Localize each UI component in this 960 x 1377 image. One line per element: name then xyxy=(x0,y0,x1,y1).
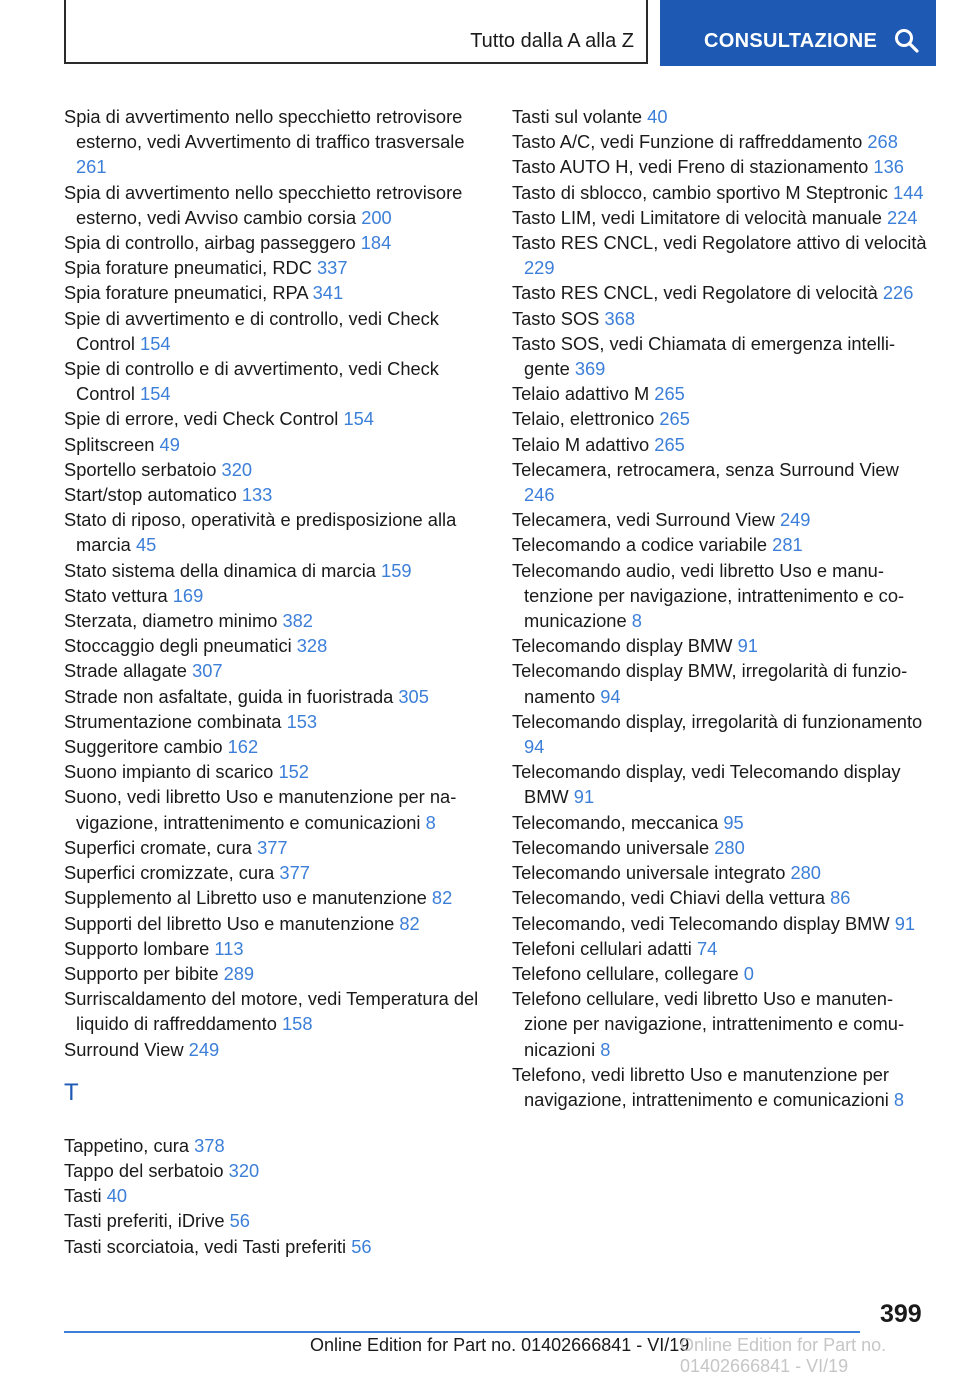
entry-text: Tasto di sblocco, cambio sportivo M Steptronic xyxy=(512,181,888,203)
page-reference-link[interactable]: 200 xyxy=(361,206,392,228)
index-list-s xyxy=(64,104,480,1062)
entry-text: Telecomando display BMW xyxy=(512,635,733,657)
index-entry xyxy=(512,432,930,457)
page-reference-link[interactable]: 154 xyxy=(343,408,374,430)
index-entry xyxy=(64,784,480,834)
index-entry xyxy=(64,1133,480,1158)
index-entry xyxy=(64,280,480,305)
page-reference-link[interactable]: 56 xyxy=(351,1235,372,1257)
index-entry xyxy=(512,230,930,280)
footer-watermark: Online Edition for Part no. 01402666841 - VI/19 xyxy=(680,1335,887,1376)
entry-text: Telecomando display, vedi Telecomando display BMW xyxy=(512,761,901,808)
index-entry xyxy=(64,230,480,255)
entry-text: Supporto lombare xyxy=(64,937,210,959)
entry-text: Tasti xyxy=(64,1185,102,1207)
entry-text: Stoccaggio degli pneumatici xyxy=(64,635,292,657)
index-entry xyxy=(64,709,480,734)
index-entry xyxy=(64,608,480,633)
index-entry xyxy=(64,734,480,759)
entry-text: Spie di errore, vedi Check Control xyxy=(64,408,339,430)
index-entry xyxy=(512,507,930,532)
entry-text: Spie di avvertimento e di controllo, vedi Check Control xyxy=(64,307,439,354)
entry-text: Stato sistema della dinamica di marcia xyxy=(64,559,376,581)
page-reference-link[interactable]: 91 xyxy=(573,786,595,808)
page-reference-link[interactable]: 249 xyxy=(188,1038,220,1060)
index-entry xyxy=(64,255,480,280)
page-reference-link[interactable]: 0 xyxy=(743,962,754,984)
entry-text: Strumentazione combinata xyxy=(64,710,282,732)
page-reference-link[interactable]: 337 xyxy=(317,257,348,279)
entry-text: Spia di avvertimento nello specchietto retrovisore esterno, vedi Avviso cambio corsia xyxy=(64,181,463,228)
entry-text: Telecomando universale xyxy=(512,836,710,858)
page-reference-link[interactable]: 184 xyxy=(360,232,392,254)
page-reference-link[interactable]: 280 xyxy=(714,836,745,858)
page-reference-link[interactable]: 74 xyxy=(696,937,718,959)
index-entry xyxy=(64,1208,480,1233)
entry-text: Superfici cromate, cura xyxy=(64,836,252,858)
page-reference-link[interactable]: 94 xyxy=(524,736,545,758)
page-reference-link[interactable]: 40 xyxy=(106,1185,128,1207)
index-entry xyxy=(64,507,480,557)
page-reference-link[interactable]: 224 xyxy=(886,206,918,228)
entry-text: Telaio, elettronico xyxy=(512,408,655,430)
page-reference-link[interactable]: 368 xyxy=(604,307,635,329)
index-entry xyxy=(64,961,480,986)
entry-text: Stato vettura xyxy=(64,584,168,606)
page-reference-link[interactable]: 265 xyxy=(654,433,685,455)
entry-text: Telecomando, vedi Telecomando display BMW xyxy=(512,912,890,934)
index-entry xyxy=(512,406,930,431)
entry-text: Supporti del libretto Uso e manutenzione xyxy=(64,912,395,934)
index-entry xyxy=(512,457,930,507)
entry-text: Telecomando a codice variabile xyxy=(512,534,768,556)
page-reference-link[interactable]: 154 xyxy=(140,332,171,354)
entry-text: Telecomando universale integrato xyxy=(512,862,786,884)
page-reference-link[interactable]: 289 xyxy=(223,962,255,984)
index-entry xyxy=(512,306,930,331)
entry-text: Suono impianto di scarico xyxy=(64,761,274,783)
page-reference-link[interactable]: 8 xyxy=(893,1088,905,1110)
page-reference-link[interactable]: 40 xyxy=(647,106,668,127)
page-reference-link[interactable]: 382 xyxy=(282,610,313,632)
entry-text: Tasto RES CNCL, vedi Regolatore di velocità xyxy=(512,282,878,304)
index-entry xyxy=(512,709,930,759)
page-number: 399 xyxy=(880,1300,922,1328)
index-entry xyxy=(64,180,480,230)
index-entry xyxy=(64,432,480,457)
index-entry xyxy=(512,658,930,708)
page-reference-link[interactable]: 159 xyxy=(381,559,412,581)
index-entry xyxy=(512,986,930,1062)
page-reference-link[interactable]: 8 xyxy=(600,1038,611,1060)
page-reference-link[interactable]: 158 xyxy=(281,1013,313,1035)
page-reference-link[interactable]: 268 xyxy=(867,131,898,153)
index-entry xyxy=(512,911,930,936)
index-entry xyxy=(64,1234,480,1259)
index-entry xyxy=(64,684,480,709)
entry-text: Telecomando display BMW, irregolarità di funzionamento xyxy=(512,660,908,707)
entry-text: Sportello serbatoio xyxy=(64,458,217,480)
page-reference-link[interactable]: 86 xyxy=(830,887,851,909)
entry-text: Telefono, vedi libretto Uso e manutenzione per navigazione, intrattenimento e comunicazioni xyxy=(512,1063,890,1110)
page-reference-link[interactable]: 320 xyxy=(228,1159,260,1181)
page-reference-link[interactable]: 377 xyxy=(257,836,288,858)
page-reference-link[interactable]: 281 xyxy=(772,534,803,556)
index-entry xyxy=(512,1062,930,1112)
index-entry xyxy=(512,759,930,809)
entry-text: Superfici cromizzate, cura xyxy=(64,862,275,884)
entry-text: Spie di controllo e di avvertimento, vedi Check Control xyxy=(64,358,439,405)
index-entry xyxy=(512,633,930,658)
entry-text: Telefoni cellulari adatti xyxy=(512,937,692,959)
index-entry xyxy=(64,356,480,406)
entry-text: Telecomando audio, vedi libretto Uso e manutenzione per navigazione, intrattenimento e comunicazione xyxy=(512,559,905,632)
footer-divider xyxy=(64,1331,860,1333)
page-reference-link[interactable]: 320 xyxy=(221,458,253,480)
entry-text: Tasto A/C, vedi Funzione di raffreddamento xyxy=(512,131,863,153)
page-reference-link[interactable]: 261 xyxy=(76,156,107,178)
page-reference-link[interactable]: 369 xyxy=(574,358,606,380)
index-entry xyxy=(512,810,930,835)
index-entry xyxy=(64,583,480,608)
page-reference-link[interactable]: 246 xyxy=(524,484,555,506)
index-entry xyxy=(64,633,480,658)
page-reference-link[interactable]: 265 xyxy=(654,383,685,405)
page-reference-link[interactable]: 153 xyxy=(286,710,318,732)
index-entry xyxy=(64,482,480,507)
page-reference-link[interactable]: 82 xyxy=(399,912,420,934)
index-entry xyxy=(512,381,930,406)
entry-text: Telecomando, vedi Chiavi della vettura xyxy=(512,887,825,909)
entry-text: Surround View xyxy=(64,1038,184,1060)
entry-text: Start/stop automatico xyxy=(64,484,237,506)
page-reference-link[interactable]: 341 xyxy=(312,282,344,304)
index-entry xyxy=(64,936,480,961)
entry-text: Tasto SOS, vedi Chiamata di emergenza intelligente xyxy=(512,332,896,380)
index-entry xyxy=(64,658,480,683)
entry-text: Sterzata, diametro minimo xyxy=(64,610,278,632)
page-reference-link[interactable]: 154 xyxy=(140,383,171,405)
index-column-left xyxy=(64,104,480,1259)
entry-text: Telaio adattivo M xyxy=(512,383,650,405)
entry-text: Surriscaldamento del motore, vedi Temperatura del liquido di raffreddamento xyxy=(64,988,479,1035)
footer-edition: Online Edition for Part no. 01402666841 - VI/19 xyxy=(310,1335,690,1355)
index-entry xyxy=(512,205,930,230)
section-title: Tutto dalla A alla Z xyxy=(470,30,634,52)
index-entry xyxy=(64,306,480,356)
entry-text: Telecamera, vedi Surround View xyxy=(512,509,775,531)
entry-text: Telaio M adattivo xyxy=(512,433,650,455)
index-entry xyxy=(64,885,480,910)
page-reference-link[interactable]: 8 xyxy=(631,610,642,632)
page-reference-link[interactable]: 226 xyxy=(882,282,914,304)
entry-text: Suggeritore cambio xyxy=(64,736,223,758)
index-entry xyxy=(512,936,930,961)
index-entry xyxy=(512,280,930,305)
entry-text: Telecomando display, irregolarità di funzionamento xyxy=(512,710,923,732)
index-entry xyxy=(64,104,480,180)
page-reference-link[interactable]: 113 xyxy=(214,937,244,959)
header-frame xyxy=(64,0,648,64)
page-reference-link[interactable]: 95 xyxy=(723,811,744,833)
page-reference-link[interactable]: 162 xyxy=(227,736,259,758)
entry-text: Supporto per bibite xyxy=(64,962,219,984)
entry-text: Telefono cellulare, collegare xyxy=(512,962,744,984)
page-reference-link[interactable]: 56 xyxy=(229,1210,250,1232)
entry-text: Strade allagate xyxy=(64,660,187,682)
index-entry xyxy=(64,986,480,1036)
entry-text: Tasto RES CNCL, vedi Regolatore attivo di velocità xyxy=(512,232,927,254)
index-entry xyxy=(64,1158,480,1183)
entry-text: Telefono cellulare, vedi libretto Uso e manutenzione per navigazione, intrattenimento e comunicazioni xyxy=(512,988,905,1060)
entry-text: Tappo del serbatoio xyxy=(64,1159,224,1181)
page-reference-link[interactable]: 8 xyxy=(425,811,436,833)
index-entry xyxy=(512,860,930,885)
page-reference-link[interactable]: 169 xyxy=(172,584,204,606)
index-entry xyxy=(64,759,480,784)
page-reference-link[interactable]: 144 xyxy=(893,181,924,203)
index-entry xyxy=(512,961,930,986)
entry-text: Strade non asfaltate, guida in fuoristrada xyxy=(64,685,394,707)
entry-text: Tasto SOS xyxy=(512,307,600,329)
page-reference-link[interactable]: 307 xyxy=(192,660,223,682)
page-reference-link[interactable]: 133 xyxy=(241,484,273,506)
index-entry xyxy=(64,911,480,936)
entry-text: Spia di controllo, airbag passeggero xyxy=(64,232,356,254)
entry-text: Stato di riposo, operatività e predisposizione alla marcia xyxy=(64,509,457,556)
index-entry xyxy=(64,406,480,431)
page-reference-link[interactable]: 91 xyxy=(894,912,916,934)
page-reference-link[interactable]: 94 xyxy=(600,685,621,707)
entry-text: Tasti scorciatoia, vedi Tasti preferiti xyxy=(64,1235,347,1257)
page-reference-link[interactable]: 249 xyxy=(779,509,811,531)
index-entry xyxy=(512,104,930,129)
page-reference-link[interactable]: 229 xyxy=(524,257,555,279)
entry-text: Tasto LIM, vedi Limitatore di velocità manuale xyxy=(512,206,882,228)
index-entry xyxy=(64,457,480,482)
index-entry xyxy=(512,180,930,205)
page-reference-link[interactable]: 377 xyxy=(279,862,310,884)
page-reference-link[interactable]: 305 xyxy=(398,685,429,707)
index-entry xyxy=(512,532,930,557)
page-reference-link[interactable]: 49 xyxy=(159,433,180,455)
entry-text: Spia forature pneumatici, RPA xyxy=(64,282,308,304)
entry-text: Splitscreen xyxy=(64,433,155,455)
index-entry xyxy=(512,129,930,154)
index-entry xyxy=(64,835,480,860)
entry-text: Tappetino, cura xyxy=(64,1134,190,1156)
entry-text: Tasto AUTO H, vedi Freno di stazionamento xyxy=(512,156,869,178)
entry-text: Tasti sul volante xyxy=(512,106,643,127)
page-reference-link[interactable]: 328 xyxy=(296,635,328,657)
index-entry xyxy=(64,558,480,583)
index-list-t-continued xyxy=(512,104,930,1112)
index-entry xyxy=(64,1183,480,1208)
index-entry xyxy=(512,558,930,634)
index-list-t xyxy=(64,1133,480,1259)
page-reference-link[interactable]: 82 xyxy=(431,887,453,909)
index-entry xyxy=(64,1037,480,1062)
entry-text: Telecamera, retrocamera, senza Surround View xyxy=(512,458,899,480)
consultazione-tab[interactable] xyxy=(660,0,936,66)
entry-text: Supplemento al Libretto uso e manutenzione xyxy=(64,887,427,909)
index-entry xyxy=(64,860,480,885)
page-reference-link[interactable]: 136 xyxy=(873,156,904,178)
page-reference-link[interactable]: 280 xyxy=(790,862,821,884)
search-icon xyxy=(894,28,920,54)
page-reference-link[interactable]: 265 xyxy=(659,408,690,430)
page-reference-link[interactable]: 378 xyxy=(194,1134,225,1156)
page-reference-link[interactable]: 91 xyxy=(737,635,758,657)
entry-text: Spia di avvertimento nello specchietto retrovisore esterno, vedi Avvertimento di traffico trasversale xyxy=(64,106,465,153)
page-reference-link[interactable]: 152 xyxy=(278,761,309,783)
index-entry xyxy=(512,331,930,381)
entry-text: Tasti preferiti, iDrive xyxy=(64,1210,225,1232)
index-entry xyxy=(512,835,930,860)
index-column-right xyxy=(512,104,930,1112)
index-entry xyxy=(512,154,930,179)
letter-heading-t: T xyxy=(64,1078,79,1106)
entry-text: Suono, vedi libretto Uso e manutenzione per navigazione, intrattenimento e comunicazioni xyxy=(64,786,457,833)
entry-text: Telecomando, meccanica xyxy=(512,811,719,833)
entry-text: Spia forature pneumatici, RDC xyxy=(64,257,312,279)
tab-label: CONSULTAZIONE xyxy=(704,30,878,52)
page-reference-link[interactable]: 45 xyxy=(135,534,157,556)
index-entry xyxy=(512,885,930,910)
